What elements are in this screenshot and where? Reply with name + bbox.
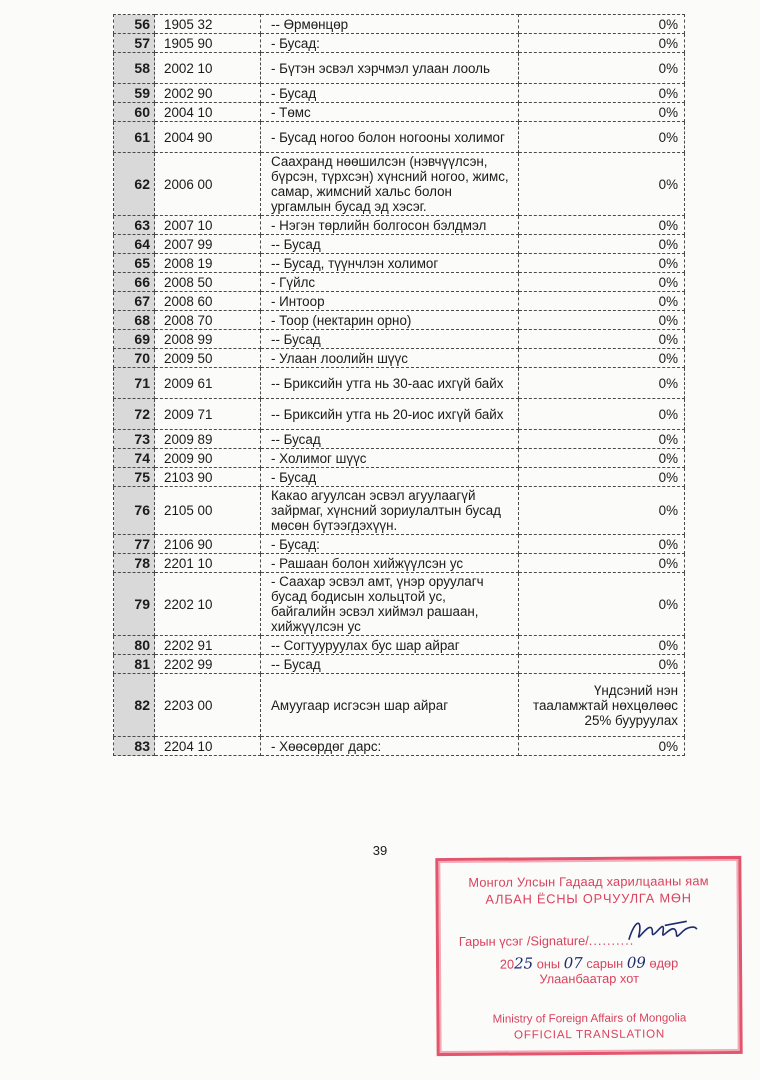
hs-code: 1905 32 xyxy=(155,15,261,34)
table-row xyxy=(114,254,685,273)
handwritten-year: 25 xyxy=(513,954,534,973)
tariff-rate: 0% xyxy=(519,655,685,674)
tariff-rate: 0% xyxy=(519,535,685,554)
table-row xyxy=(114,449,685,468)
product-description: -- Бусад xyxy=(261,330,519,349)
stamp-signature-label: Гарын үсэг /Signature/ xyxy=(458,933,589,949)
tariff-rate: 0% xyxy=(519,311,685,330)
product-description: - Бусад ногоо болон ногооны холимог xyxy=(261,122,519,153)
stamp-ministry-line: Монгол Улсын Гадаад харилцааны яам xyxy=(468,873,709,890)
hs-code: 2009 50 xyxy=(155,349,261,368)
hs-code: 1905 90 xyxy=(155,34,261,53)
product-description: - Саахар эсвэл амт, үнэр оруулагч бусад бодисын хольцтой ус, байгалийн эсвэл хиймэл рашаан, хийжүүлсэн ус xyxy=(261,573,519,636)
row-number: 69 xyxy=(114,330,155,349)
tariff-rate: 0% xyxy=(519,573,685,636)
tariff-rate: 0% xyxy=(519,636,685,655)
hs-code: 2008 60 xyxy=(155,292,261,311)
product-description: Саахранд нөөшилсэн (нэвчүүлсэн, бүрсэн, түрхсэн) хүнсний ногоо, жимс, самар, жимсний хальс болон ургамлын бусад эд хэсэг. xyxy=(261,153,519,216)
product-description: -- Бусад xyxy=(261,430,519,449)
product-description: - Бусад: xyxy=(261,535,519,554)
row-number: 78 xyxy=(114,554,155,573)
tariff-rate: 0% xyxy=(519,122,685,153)
table-row xyxy=(114,103,685,122)
product-description: - Нэгэн төрлийн болгосон бэлдмэл xyxy=(261,216,519,235)
table-row xyxy=(114,273,685,292)
stamp-city: Улаанбаатар хот xyxy=(539,970,639,987)
product-description: - Бусад: xyxy=(261,34,519,53)
row-number: 74 xyxy=(114,449,155,468)
handwritten-day: 09 xyxy=(626,953,646,972)
hs-code: 2002 10 xyxy=(155,53,261,84)
tariff-rate: 0% xyxy=(519,449,685,468)
hs-code: 2007 99 xyxy=(155,235,261,254)
tariff-rate: 0% xyxy=(519,468,685,487)
tariff-rate: 0% xyxy=(519,292,685,311)
tariff-rate: 0% xyxy=(519,487,685,535)
row-number: 79 xyxy=(114,573,155,636)
official-translation-stamp xyxy=(435,856,742,1056)
row-number: 76 xyxy=(114,487,155,535)
tariff-rate: 0% xyxy=(519,103,685,122)
handwritten-signature xyxy=(625,915,701,950)
tariff-rate: 0% xyxy=(519,153,685,216)
page-number: 39 xyxy=(372,843,388,858)
hs-code: 2009 89 xyxy=(155,430,261,449)
table-row xyxy=(114,468,685,487)
table-row xyxy=(114,399,685,430)
tariff-rate: Үндсэний нэн тааламжтай нөхцөлөөс 25% бууруулах xyxy=(519,674,685,737)
hs-code: 2106 90 xyxy=(155,535,261,554)
row-number: 64 xyxy=(114,235,155,254)
handwritten-month: 07 xyxy=(563,954,583,973)
table-row xyxy=(114,349,685,368)
row-number: 70 xyxy=(114,349,155,368)
row-number: 57 xyxy=(114,34,155,53)
tariff-rate: 0% xyxy=(519,53,685,84)
tariff-rate: 0% xyxy=(519,216,685,235)
tariff-rate: 0% xyxy=(519,349,685,368)
product-description: - Интоор xyxy=(261,292,519,311)
product-description: - Хөөсөрдөг дарс: xyxy=(261,737,519,756)
hs-code: 2203 00 xyxy=(155,674,261,737)
product-description: Амуугаар исгэсэн шар айраг xyxy=(261,674,519,737)
tariff-rate: 0% xyxy=(519,84,685,103)
row-number: 75 xyxy=(114,468,155,487)
row-number: 66 xyxy=(114,273,155,292)
hs-code: 2008 19 xyxy=(155,254,261,273)
table-row xyxy=(114,216,685,235)
row-number: 67 xyxy=(114,292,155,311)
product-description: Какао агуулсан эсвэл агуулаагүй зайрмаг, хүнсний зориулалтын бусад мөсөн бүтээгдэхүүн. xyxy=(261,487,519,535)
hs-code: 2009 90 xyxy=(155,449,261,468)
product-description: - Бусад xyxy=(261,468,519,487)
table-row xyxy=(114,655,685,674)
stamp-signature-line: Гарын үсэг /Signature/.......... xyxy=(458,932,635,949)
tariff-rate: 0% xyxy=(519,330,685,349)
product-description: -- Бриксийн утга нь 20-иос ихгүй байх xyxy=(261,399,519,430)
tariff-rate: 0% xyxy=(519,368,685,399)
row-number: 68 xyxy=(114,311,155,330)
hs-code: 2002 90 xyxy=(155,84,261,103)
row-number: 71 xyxy=(114,368,155,399)
table-row xyxy=(114,368,685,399)
table-row xyxy=(114,636,685,655)
row-number: 77 xyxy=(114,535,155,554)
row-number: 72 xyxy=(114,399,155,430)
stamp-official-line: АЛБАН ЁСНЫ ОРЧУУЛГА МӨН xyxy=(485,890,692,907)
table-row xyxy=(114,737,685,756)
product-description: - Улаан лоолийн шүүс xyxy=(261,349,519,368)
row-number: 65 xyxy=(114,254,155,273)
product-description: -- Бусад xyxy=(261,655,519,674)
tariff-table-body xyxy=(114,15,685,756)
hs-code: 2009 61 xyxy=(155,368,261,399)
tariff-rate: 0% xyxy=(519,15,685,34)
product-description: -- Бусад, түүнчлэн холимог xyxy=(261,254,519,273)
row-number: 58 xyxy=(114,53,155,84)
hs-code: 2202 10 xyxy=(155,573,261,636)
row-number: 73 xyxy=(114,430,155,449)
row-number: 62 xyxy=(114,153,155,216)
hs-code: 2202 99 xyxy=(155,655,261,674)
product-description: - Гүйлс xyxy=(261,273,519,292)
hs-code: 2004 10 xyxy=(155,103,261,122)
table-row xyxy=(114,535,685,554)
tariff-rate: 0% xyxy=(519,254,685,273)
table-row xyxy=(114,674,685,737)
table-row xyxy=(114,84,685,103)
row-number: 63 xyxy=(114,216,155,235)
hs-code: 2008 50 xyxy=(155,273,261,292)
hs-code: 2007 10 xyxy=(155,216,261,235)
hs-code: 2004 90 xyxy=(155,122,261,153)
tariff-rate: 0% xyxy=(519,235,685,254)
product-description: - Рашаан болон хийжүүлсэн ус xyxy=(261,554,519,573)
row-number: 56 xyxy=(114,15,155,34)
tariff-rate: 0% xyxy=(519,399,685,430)
product-description: - Бусад xyxy=(261,84,519,103)
row-number: 80 xyxy=(114,636,155,655)
stamp-date-line: 2025 оны 07 сарын 09 өдөр xyxy=(499,953,679,973)
table-row xyxy=(114,330,685,349)
table-row xyxy=(114,153,685,216)
hs-code: 2008 70 xyxy=(155,311,261,330)
hs-code: 2105 00 xyxy=(155,487,261,535)
hs-code: 2008 99 xyxy=(155,330,261,349)
hs-code: 2009 71 xyxy=(155,399,261,430)
product-description: - Холимог шүүс xyxy=(261,449,519,468)
hs-code: 2204 10 xyxy=(155,737,261,756)
product-description: -- Бусад xyxy=(261,235,519,254)
tariff-rate: 0% xyxy=(519,273,685,292)
table-row xyxy=(114,53,685,84)
table-row xyxy=(114,235,685,254)
table-row xyxy=(114,573,685,636)
row-number: 60 xyxy=(114,103,155,122)
row-number: 82 xyxy=(114,674,155,737)
hs-code: 2006 00 xyxy=(155,153,261,216)
tariff-rate: 0% xyxy=(519,34,685,53)
tariff-rate: 0% xyxy=(519,737,685,756)
table-row xyxy=(114,34,685,53)
tariff-table xyxy=(113,14,685,756)
row-number: 59 xyxy=(114,84,155,103)
hs-code: 2103 90 xyxy=(155,468,261,487)
table-row xyxy=(114,554,685,573)
stamp-official-en: OFFICIAL TRANSLATION xyxy=(513,1027,666,1042)
product-description: -- Согтууруулах бус шар айраг xyxy=(261,636,519,655)
hs-code: 2201 10 xyxy=(155,554,261,573)
table-row xyxy=(114,292,685,311)
product-description: -- Өрмөнцөр xyxy=(261,15,519,34)
row-number: 61 xyxy=(114,122,155,153)
tariff-rate: 0% xyxy=(519,554,685,573)
table-row xyxy=(114,487,685,535)
table-row xyxy=(114,311,685,330)
row-number: 83 xyxy=(114,737,155,756)
table-row xyxy=(114,430,685,449)
product-description: - Бүтэн эсвэл хэрчмэл улаан лооль xyxy=(261,53,519,84)
product-description: - Төмс xyxy=(261,103,519,122)
tariff-rate: 0% xyxy=(519,430,685,449)
hs-code: 2202 91 xyxy=(155,636,261,655)
row-number: 81 xyxy=(114,655,155,674)
table-row xyxy=(114,122,685,153)
stamp-ministry-en: Ministry of Foreign Affairs of Mongolia xyxy=(492,1011,687,1026)
product-description: -- Бриксийн утга нь 30-аас ихгүй байх xyxy=(261,368,519,399)
table-row xyxy=(114,15,685,34)
product-description: - Тоор (нектарин орно) xyxy=(261,311,519,330)
